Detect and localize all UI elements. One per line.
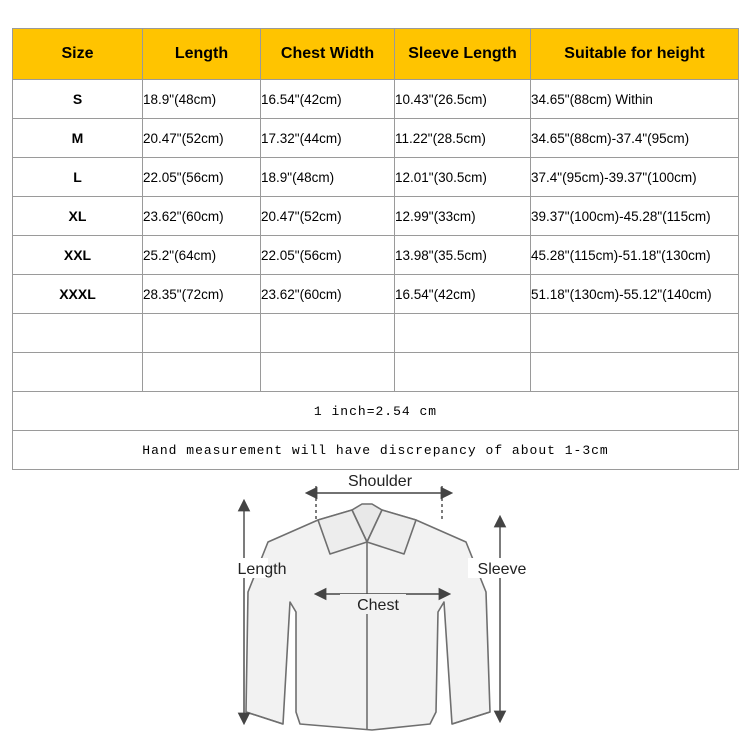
cell-size: S: [13, 80, 143, 119]
cell-sleeve: [395, 353, 531, 392]
cell-height: 34.65"(88cm) Within: [531, 80, 739, 119]
cell-length: 22.05"(56cm): [143, 158, 261, 197]
note-measurement-discrepancy: Hand measurement will have discrepancy of about 1-3cm: [13, 431, 739, 470]
table-row-empty: [13, 353, 739, 392]
cell-chest: 23.62"(60cm): [261, 275, 395, 314]
cell-sleeve: 10.43"(26.5cm): [395, 80, 531, 119]
length-label: Length: [237, 561, 287, 578]
cell-chest: 16.54"(42cm): [261, 80, 395, 119]
cell-chest: [261, 314, 395, 353]
size-table-head: [13, 29, 739, 80]
table-row: [13, 80, 739, 119]
shoulder-label: Shoulder: [347, 473, 413, 490]
cell-height: 45.28"(115cm)-51.18"(130cm): [531, 236, 739, 275]
cell-height: [531, 314, 739, 353]
cell-size: XL: [13, 197, 143, 236]
header-size: Size: [13, 29, 143, 80]
header-chest-width: Chest Width: [261, 29, 395, 80]
cell-size: [13, 353, 143, 392]
cell-height: 39.37"(100cm)-45.28"(115cm): [531, 197, 739, 236]
table-row-empty: [13, 314, 739, 353]
table-row: [13, 275, 739, 314]
cell-size: M: [13, 119, 143, 158]
garment-measurement-diagram: [0, 462, 750, 750]
cell-length: 18.9"(48cm): [143, 80, 261, 119]
table-header-row: [13, 29, 739, 80]
cell-length: [143, 314, 261, 353]
cell-size: XXL: [13, 236, 143, 275]
size-table-container: [12, 28, 738, 470]
chest-label: Chest: [357, 597, 399, 614]
table-row: [13, 236, 739, 275]
shirt-diagram-svg: [0, 462, 750, 750]
size-table-body: [13, 80, 739, 470]
shirt-illustration: [246, 504, 490, 730]
cell-length: 20.47"(52cm): [143, 119, 261, 158]
cell-height: 51.18"(130cm)-55.12"(140cm): [531, 275, 739, 314]
cell-sleeve: 13.98"(35.5cm): [395, 236, 531, 275]
cell-chest: 20.47"(52cm): [261, 197, 395, 236]
sleeve-label: Sleeve: [477, 561, 527, 578]
cell-sleeve: 12.01"(30.5cm): [395, 158, 531, 197]
cell-chest: 22.05"(56cm): [261, 236, 395, 275]
header-length: Length: [143, 29, 261, 80]
cell-size: XXXL: [13, 275, 143, 314]
cell-size: [13, 314, 143, 353]
cell-chest: 18.9"(48cm): [261, 158, 395, 197]
table-note-row: [13, 392, 739, 431]
cell-length: 25.2"(64cm): [143, 236, 261, 275]
cell-length: 28.35"(72cm): [143, 275, 261, 314]
cell-length: 23.62"(60cm): [143, 197, 261, 236]
cell-height: 34.65"(88cm)-37.4"(95cm): [531, 119, 739, 158]
cell-size: L: [13, 158, 143, 197]
size-table: [12, 28, 739, 470]
header-sleeve-length: Sleeve Length: [395, 29, 531, 80]
cell-sleeve: 12.99"(33cm): [395, 197, 531, 236]
cell-sleeve: 11.22"(28.5cm): [395, 119, 531, 158]
cell-height: 37.4"(95cm)-39.37"(100cm): [531, 158, 739, 197]
cell-sleeve: 16.54"(42cm): [395, 275, 531, 314]
table-row: [13, 158, 739, 197]
table-row: [13, 119, 739, 158]
cell-sleeve: [395, 314, 531, 353]
table-row: [13, 197, 739, 236]
header-suitable-for-height: Suitable for height: [531, 29, 739, 80]
note-inch-conversion: 1 inch=2.54 cm: [13, 392, 739, 431]
cell-chest: 17.32"(44cm): [261, 119, 395, 158]
cell-length: [143, 353, 261, 392]
cell-chest: [261, 353, 395, 392]
cell-height: [531, 353, 739, 392]
